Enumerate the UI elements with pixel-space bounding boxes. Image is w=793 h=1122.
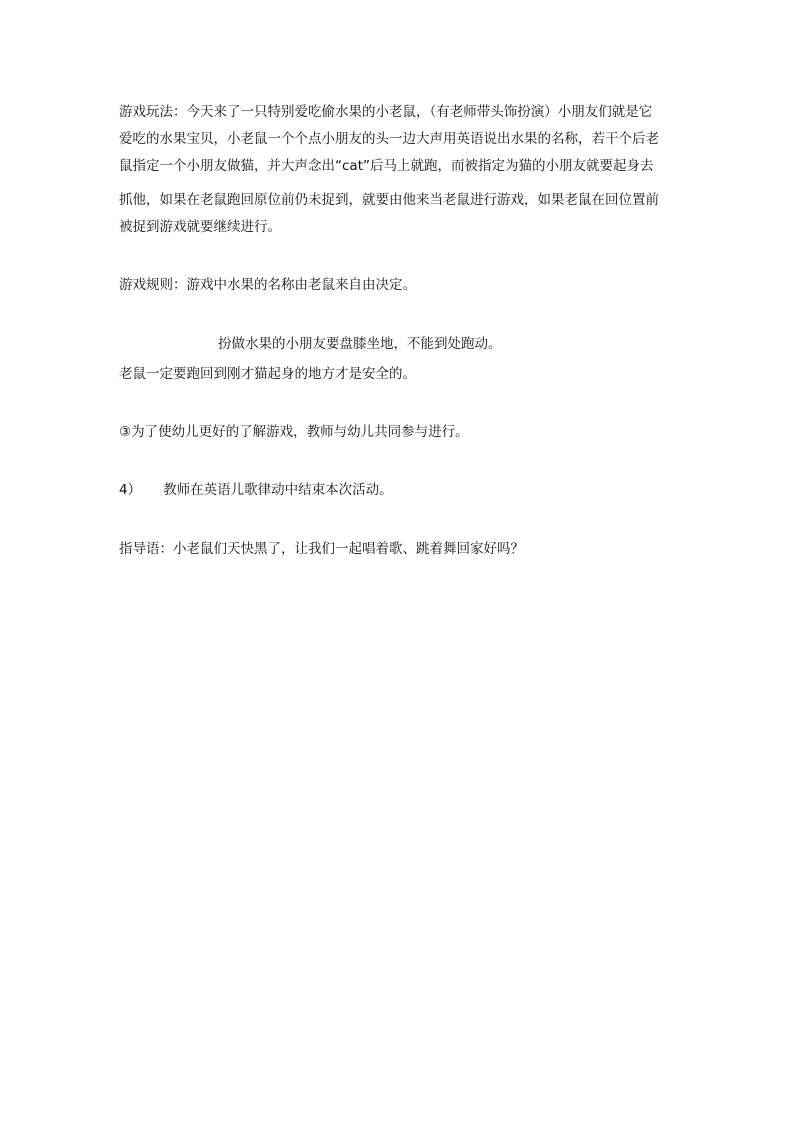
game-play-line-3: 鼠指定一个小朋友做猫，并大声念出“cat”后马上就跑，而被指定为猫的小朋友就要起身去 — [119, 158, 654, 174]
game-play-line-4: 抓他，如果在老鼠跑回原位前仍未捉到，就要由他来当老鼠进行游戏，如果老鼠在回位置前 — [119, 192, 659, 208]
rule-item-3: 老鼠一定要跑回到刚才猫起身的地方才是安全的。 — [119, 366, 416, 382]
step-4-text: 教师在英语儿歌律动中结束本次活动。 — [163, 482, 393, 498]
step-4 — [119, 478, 393, 502]
game-play-line-5: 被捉到游戏就要继续进行。 — [119, 219, 281, 235]
guidance-line: 指导语：小老鼠们天快黑了，让我们一起唱着歌、跳着舞回家好吗？ — [119, 541, 524, 557]
rule-item-2: 扮做水果的小朋友要盘膝坐地，不能到处跑动。 — [218, 336, 502, 352]
step-3: ③为了使幼儿更好的了解游戏，教师与幼儿共同参与进行。 — [119, 424, 469, 440]
game-play-line-2: 爱吃的水果宝贝，小老鼠一个个点小朋友的头一边大声用英语说出水果的名称，若干个后老 — [119, 131, 659, 147]
step-4-number: 4） — [119, 482, 142, 498]
rules-line: 游戏规则：游戏中水果的名称由老鼠来自由决定。 — [119, 277, 416, 293]
game-play-line-1: 游戏玩法：今天来了一只特别爱吃偷水果的小老鼠，（有老师带头饰扮演）小朋友们就是它 — [119, 104, 653, 120]
